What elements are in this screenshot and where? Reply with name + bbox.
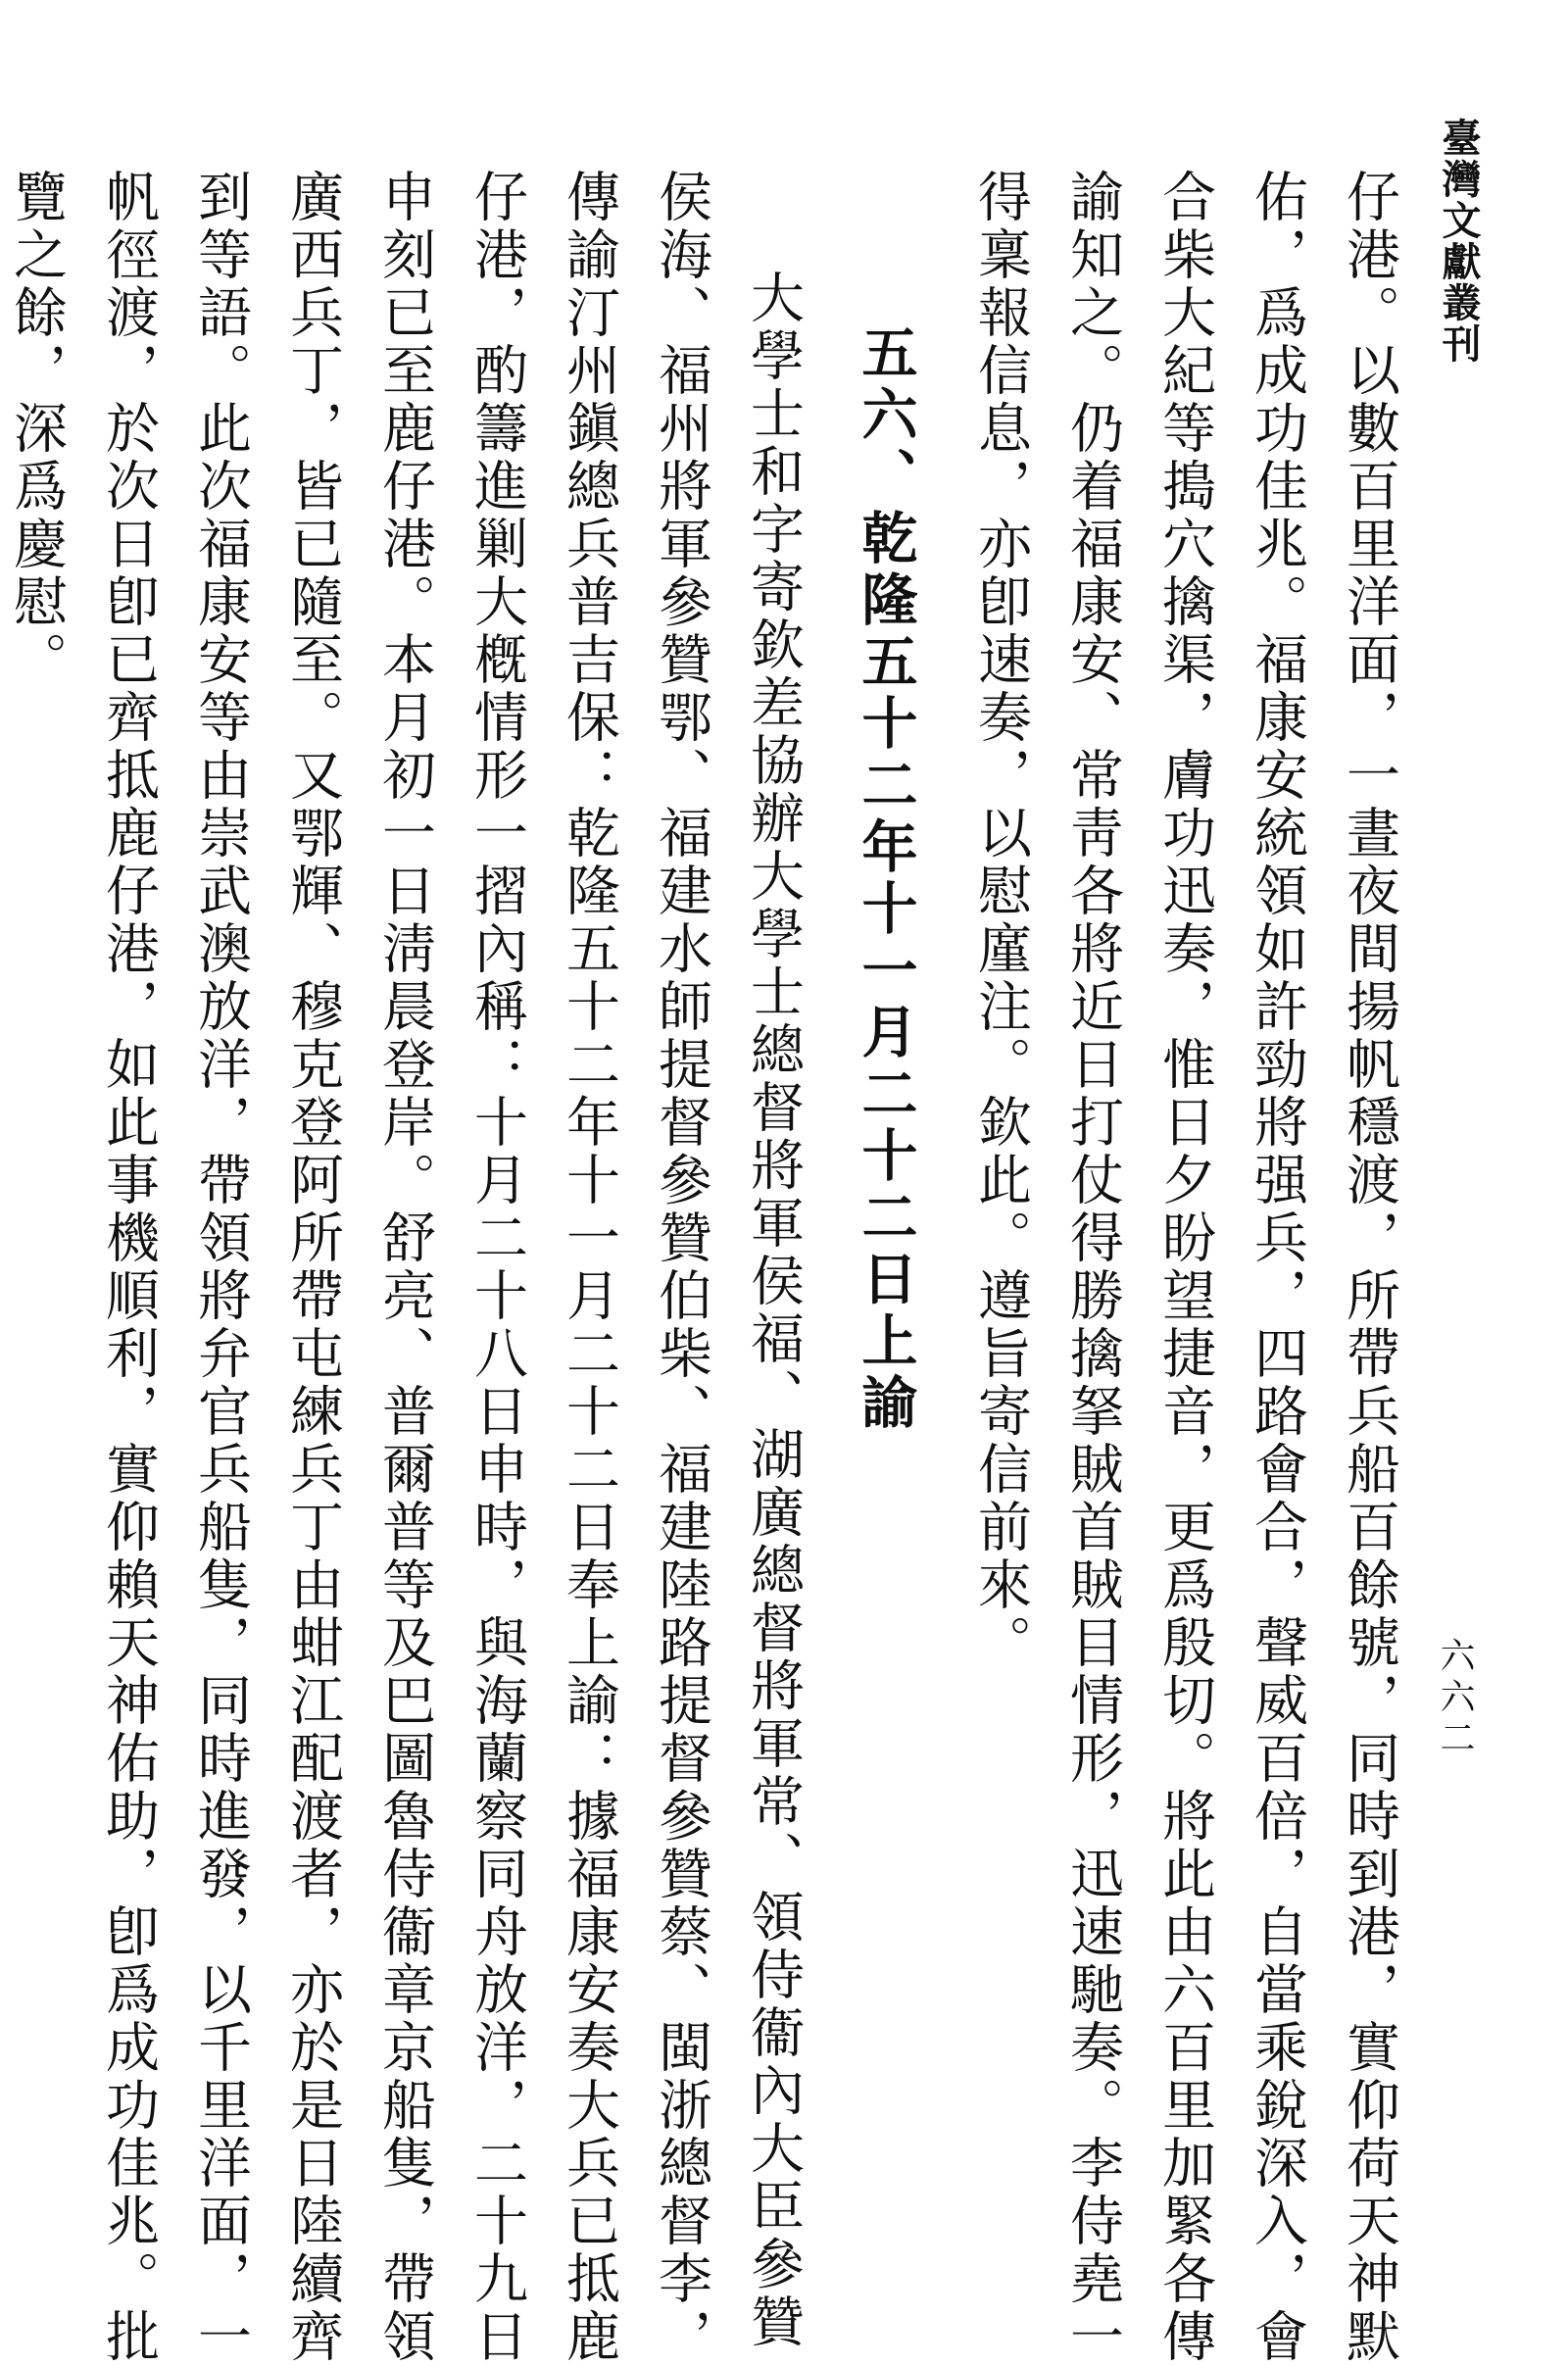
section-heading: 五六、乾隆五十二年十一月二十二日上諭 — [853, 323, 918, 1435]
text-column-11: 申刻已至鹿仔港。本月初一日淸晨登岸。舒亮、普爾普等及巴圖魯侍衞章京船隻，帶領 — [373, 169, 436, 2366]
text-column-9: 傳諭汀州鎭總兵普吉保：乾隆五十二年十一月二十二日奉上諭：據福康安奏大兵已抵鹿 — [558, 169, 620, 2366]
text-column-5: 得稟報信息，亦卽速奏，以慰廑注。欽此。遵旨寄信前來。 — [969, 169, 1032, 1672]
text-column-12: 廣西兵丁，皆已隨至。又鄂輝、穆克登阿所帶屯練兵丁由蚶江配渡者，亦於是日陸續齊 — [281, 169, 344, 2366]
text-column-1: 仔港。以數百里洋面，一晝夜間揚帆穩渡，所帶兵船百餘號，同時到港，實仰荷天神默 — [1338, 169, 1400, 2366]
text-column-2: 佑，爲成功佳兆。福康安統領如許勁將强兵，四路會合，聲威百倍，自當乘銳深入，會 — [1246, 169, 1308, 2366]
text-column-7: 大學士和字寄欽差協辦大學士總督將軍侯福、湖廣總督將軍常、領侍衞內大臣參贊 — [742, 270, 805, 2351]
text-column-15: 覽之餘，深爲慶慰。 — [5, 169, 68, 689]
text-column-10: 仔港，酌籌進剿大槪情形一摺內稱：十月二十八日申時，與海蘭察同舟放洋，二十九日 — [466, 169, 528, 2366]
page-number: 六六二 — [1435, 1637, 1475, 1760]
text-column-14: 帆徑渡，於次日卽已齊抵鹿仔港，如此事機順利，實仰賴天神佑助，卽爲成功佳兆。批 — [97, 169, 160, 2366]
text-column-3: 合柴大紀等搗穴擒渠，膚功迅奏，惟日夕盼望捷音，更爲殷切。將此由六百里加緊各傳 — [1153, 169, 1216, 2366]
text-column-8: 侯海、福州將軍參贊鄂、福建水師提督參贊伯柴、福建陸路提督參贊蔡、閩浙總督李， — [650, 169, 712, 2366]
text-column-13: 到等語。此次福康安等由崇武澳放洋，帶領將弁官兵船隻，同時進發，以千里洋面，一 — [189, 169, 252, 2366]
running-head: 臺灣文獻叢刊 — [1436, 118, 1482, 365]
text-column-4: 諭知之。仍着福康安、常靑各將近日打仗得勝擒拏賊首賊目情形，迅速馳奏。李侍堯一 — [1061, 169, 1124, 2366]
